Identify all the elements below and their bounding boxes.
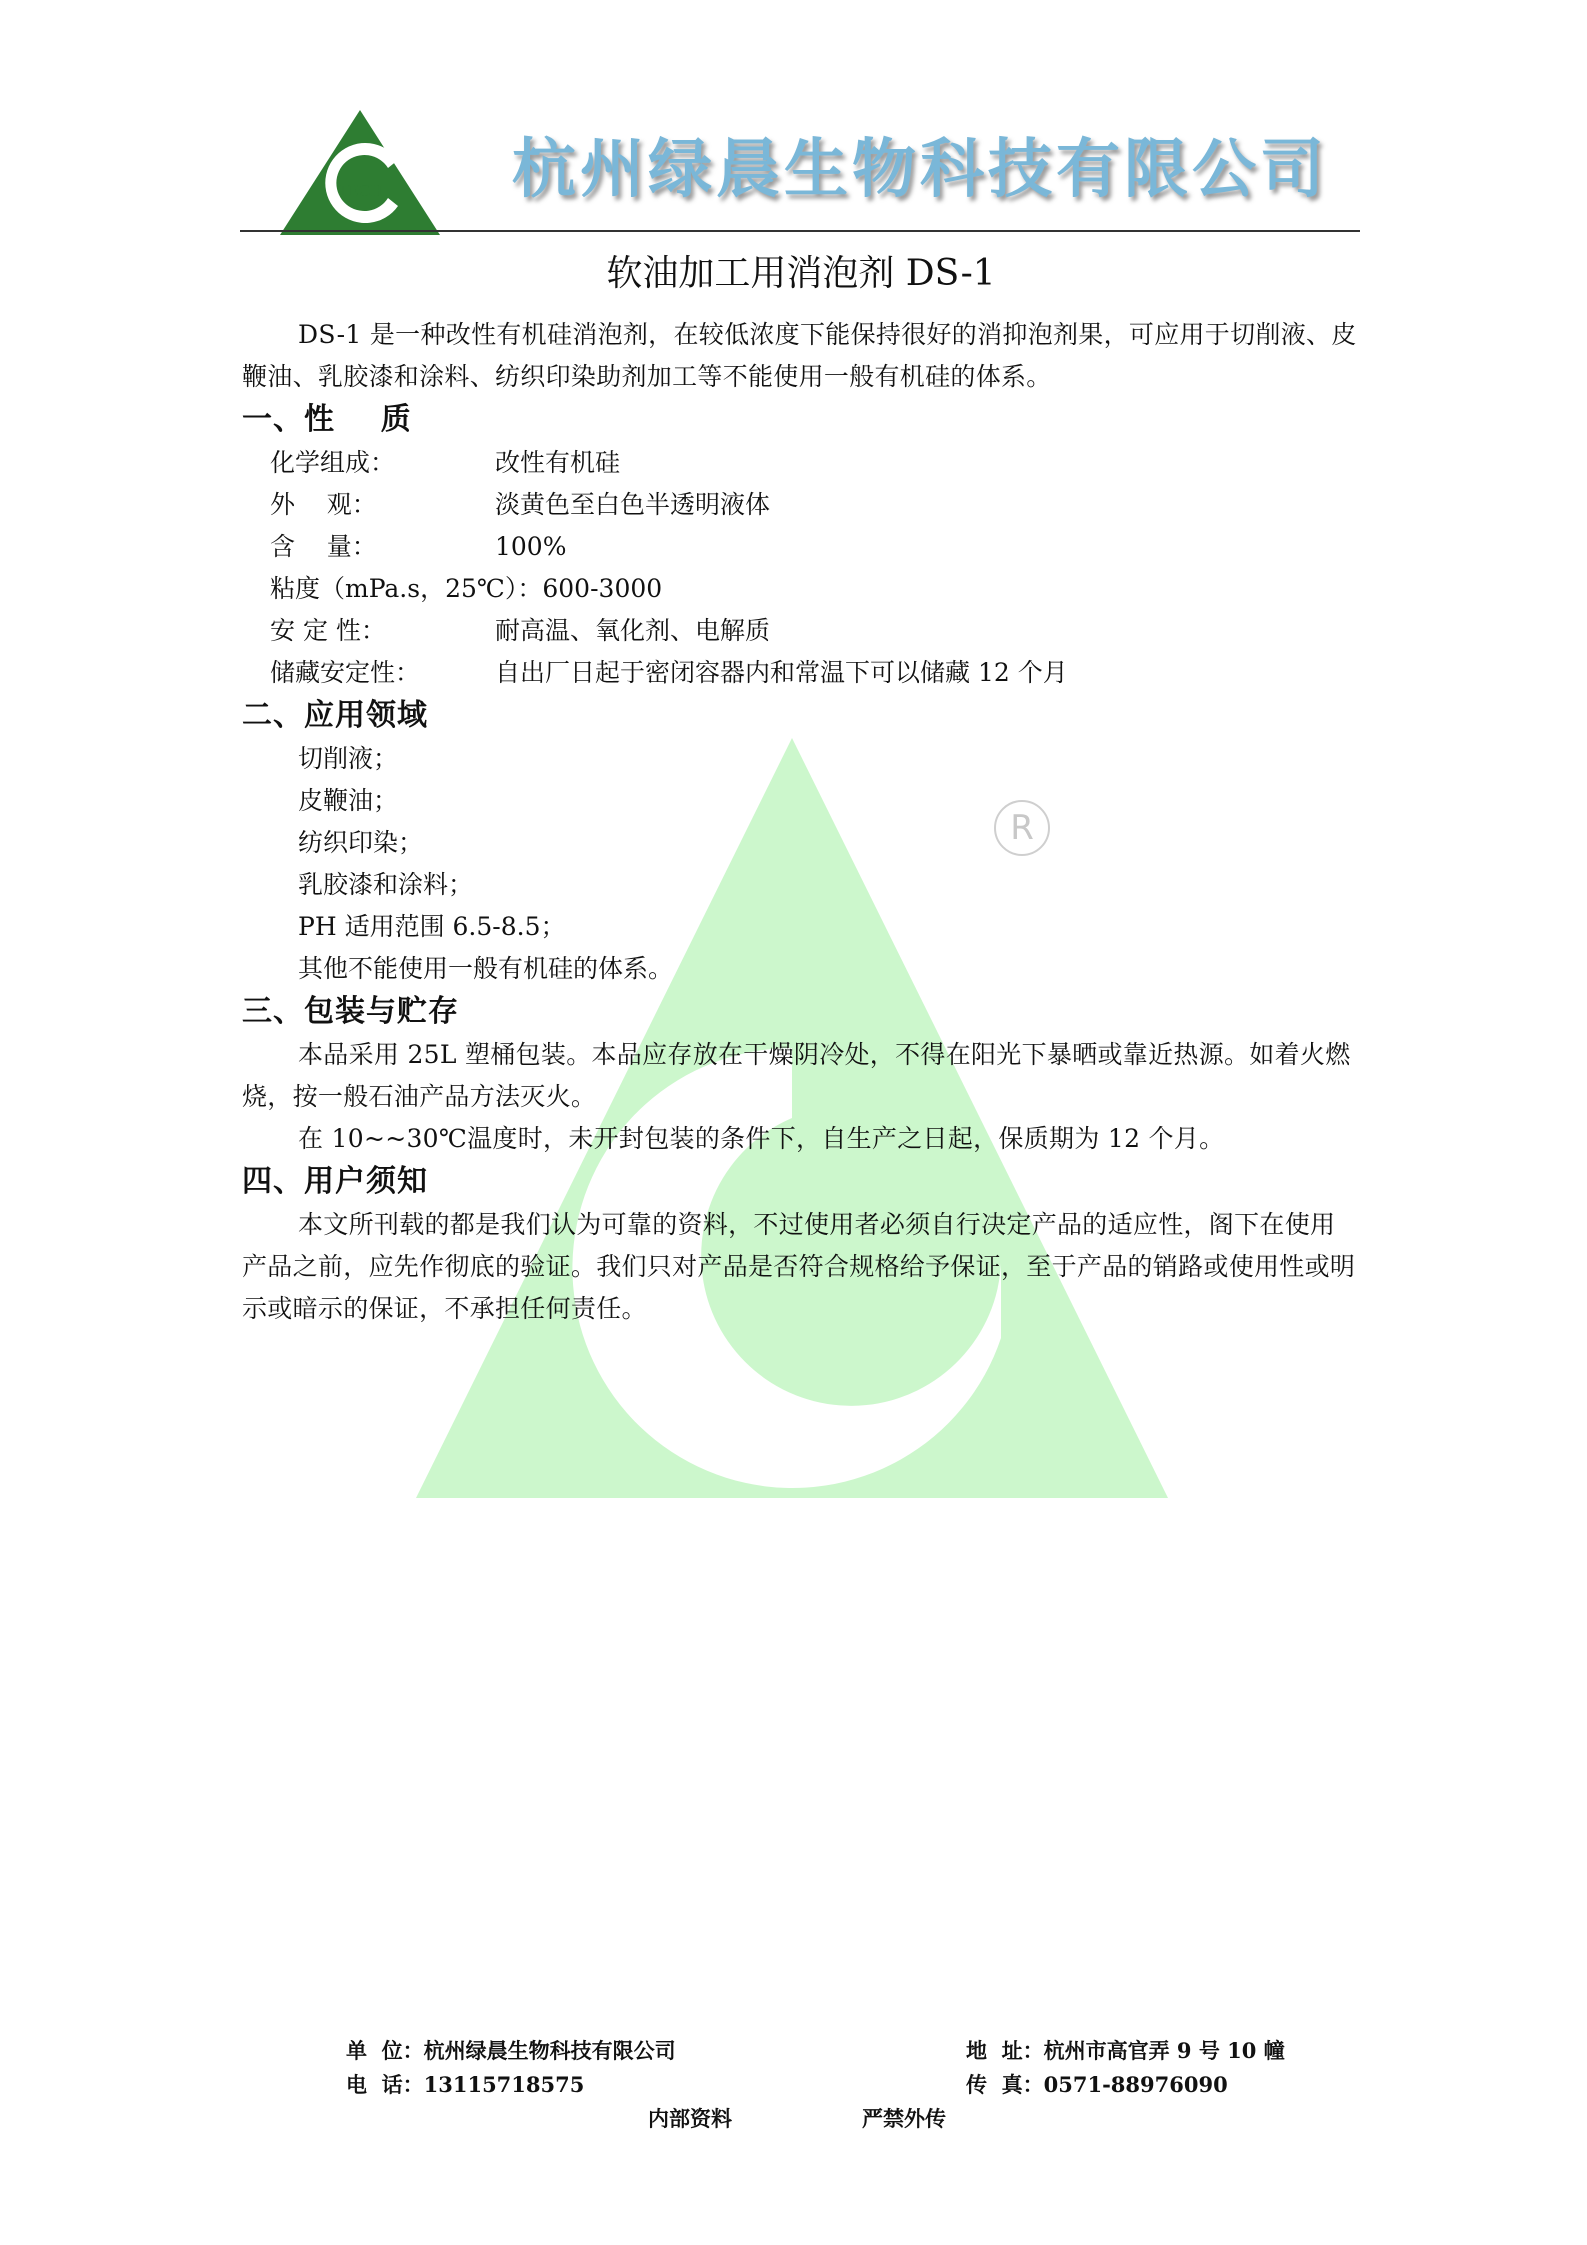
registered-mark-icon: R: [994, 800, 1050, 856]
application-item: 切削液；: [298, 744, 399, 773]
property-label: 粘度（mPa.s，25℃）：: [270, 574, 543, 603]
property-row: [242, 442, 1360, 484]
footer-unit: [346, 2034, 906, 2068]
property-value: 耐高温、氧化剂、电解质: [495, 616, 771, 645]
document-title: 软油加工用消泡剂 DS-1: [606, 253, 996, 294]
page-header: [240, 100, 1360, 230]
application-item: 纺织印染；: [298, 828, 424, 857]
header-divider: [240, 230, 1360, 232]
footer-fax-value: 0571-88976090: [1043, 2072, 1228, 2097]
property-value: 自出厂日起于密闭容器内和常温下可以储藏 12 个月: [495, 658, 1068, 687]
footer-phone-label: 电 话：: [346, 2072, 424, 2097]
property-row: [242, 652, 1360, 694]
section-heading-properties: 一、性 质: [242, 402, 412, 437]
footer-fax: [966, 2068, 1306, 2102]
storage-paragraph: 在 10~~30℃温度时，未开封包装的条件下，自生产之日起，保质期为 12 个月。: [298, 1124, 1225, 1153]
property-label: 化学组成：: [270, 448, 396, 477]
property-label: 外 观：: [270, 490, 377, 519]
property-value: 淡黄色至白色半透明液体: [495, 490, 771, 519]
footer-fax-label: 传 真：: [966, 2072, 1044, 2097]
property-row: [242, 610, 1360, 652]
logo-text: TECH: [338, 181, 383, 200]
footer-notice-row: [346, 2102, 1306, 2136]
footer-phone-value: 13115718575: [423, 2072, 585, 2097]
footer-phone: [346, 2068, 906, 2102]
footer-no-distribution-label: 严禁外传: [862, 2106, 946, 2131]
property-row: [242, 484, 1360, 526]
document-body: [242, 248, 1360, 1330]
company-logo: [280, 110, 440, 235]
property-row: [242, 568, 1360, 610]
property-value: 改性有机硅: [495, 448, 621, 477]
application-item: 其他不能使用一般有机硅的体系。: [298, 954, 674, 983]
footer-internal-label: 内部资料: [648, 2106, 732, 2131]
footer-row: [346, 2034, 1306, 2068]
application-item: 乳胶漆和涂料；: [298, 870, 474, 899]
footer-address: [966, 2034, 1306, 2068]
application-item: PH 适用范围 6.5-8.5；: [298, 912, 566, 941]
section-heading-notice: 四、用户须知: [242, 1164, 428, 1199]
application-item: 皮鞭油；: [298, 786, 399, 815]
company-title: 杭州绿晨生物科技有限公司: [512, 133, 1328, 207]
property-row: [242, 526, 1360, 568]
property-label: 储藏安定性：: [270, 658, 421, 687]
footer-unit-label: 单 位：: [346, 2038, 424, 2063]
packaging-paragraph: 本品采用 25L 塑桶包装。本品应存放在干燥阴冷处，不得在阳光下暴晒或靠近热源。如着火燃烧，按一般石油产品方法灭火。: [242, 1040, 1351, 1111]
footer-address-label: 地 址：: [966, 2038, 1044, 2063]
property-value: 100%: [495, 532, 567, 561]
property-label: 安 定 性：: [270, 616, 386, 645]
footer-row: [346, 2068, 1306, 2102]
notice-paragraph: 本文所刊载的都是我们认为可靠的资料，不过使用者必须自行决定产品的适应性，阁下在使用产品之前，应先作彻底的验证。我们只对产品是否符合规格给予保证，至于产品的销路或使用性或明示或暗示的保证，不承担任何责任。: [242, 1210, 1356, 1323]
property-label: 含 量：: [270, 532, 377, 561]
footer-unit-value: 杭州绿晨生物科技有限公司: [423, 2038, 676, 2063]
footer-address-value: 杭州市高官弄 9 号 10 幢: [1043, 2038, 1285, 2063]
section-heading-applications: 二、应用领域: [242, 698, 428, 733]
property-value: 600-3000: [542, 574, 663, 603]
page-footer: [346, 2034, 1306, 2136]
intro-paragraph: DS-1 是一种改性有机硅消泡剂，在较低浓度下能保持很好的消抑泡剂果，可应用于切削液、皮鞭油、乳胶漆和涂料、纺织印染助剂加工等不能使用一般有机硅的体系。: [242, 320, 1357, 391]
section-heading-packaging: 三、包装与贮存: [242, 994, 459, 1029]
